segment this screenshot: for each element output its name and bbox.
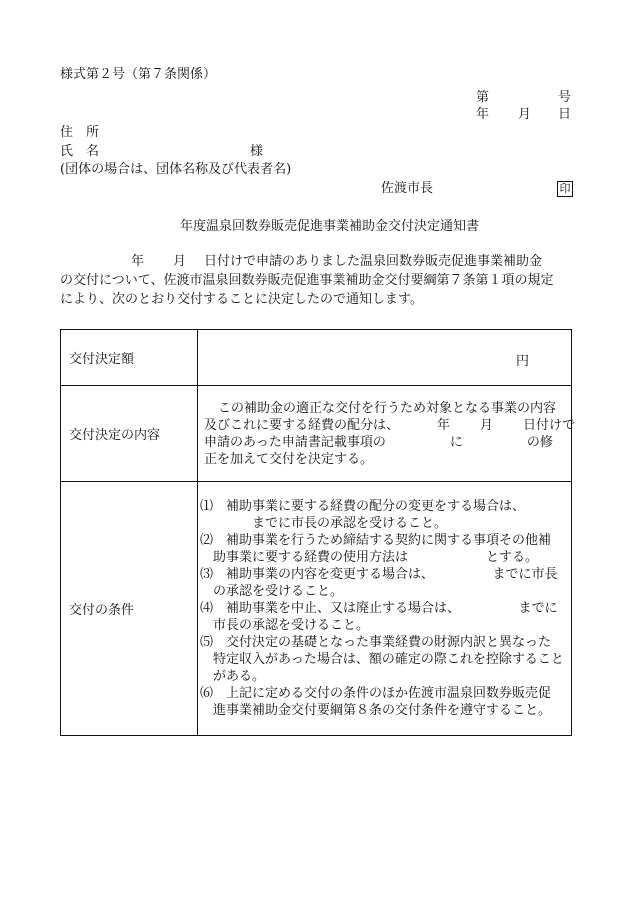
- condition-line: ⑴ 補助事業に要する経費の配分の変更をする場合は、: [200, 499, 526, 514]
- condition-line: までに市長の承認を受けること。: [200, 516, 448, 531]
- date-day: 日: [558, 107, 572, 122]
- amount-unit: 円: [516, 354, 530, 369]
- seal-mark: [555, 181, 573, 197]
- condition-line: がある。: [200, 669, 266, 684]
- honorific: 様: [250, 144, 264, 159]
- content-line-2: [204, 417, 576, 434]
- body-month: 月: [173, 254, 187, 269]
- condition-line: ⑶ 補助事業の内容を変更する場合は、 までに市長: [200, 567, 558, 582]
- conditions-label: 交付の条件: [61, 482, 198, 736]
- form-number: 様式第２号（第７条関係）: [60, 67, 217, 82]
- content-line-3a: 申請のあった申請書記載事項の: [204, 434, 386, 450]
- doc-number-suffix: 号: [558, 90, 572, 105]
- condition-line: 特定収入があった場合は、額の確定の際これを控除すること: [200, 652, 564, 667]
- body-line2: の交付について、佐渡市温泉回数券販売促進事業補助金交付要綱第７条第１項の規定: [60, 273, 554, 288]
- condition-line: の承認を受けること。: [200, 584, 344, 599]
- condition-line: ⑸ 交付決定の基礎となった事業経費の財源内訳と異なった: [200, 635, 552, 650]
- doc-number-prefix: 第: [476, 90, 490, 105]
- content-line-2b: 年: [437, 417, 451, 433]
- content-line-3b: に: [449, 434, 463, 450]
- condition-line: 進事業補助金交付要綱第８条の交付条件を遵守すること。: [200, 703, 552, 718]
- content-line-2c: 月: [480, 417, 494, 433]
- content-line-3: [204, 434, 571, 451]
- conditions-cell: [198, 482, 572, 736]
- issuer-name: 佐渡市長: [381, 181, 434, 196]
- condition-line: 助事業に要する経費の使用方法は とする。: [200, 550, 539, 565]
- amount-cell: [198, 330, 572, 386]
- organization-note: (団体の場合は、団体名称及び代表者名): [60, 162, 292, 177]
- date-year: 年: [476, 107, 490, 122]
- decision-table: [60, 329, 576, 736]
- content-line-2a: 及びこれに要する経費の配分は、: [204, 417, 400, 433]
- content-line-4: 正を加えて交付を決定する。: [204, 451, 374, 467]
- document-title: 年度温泉回数券販売促進事業補助金交付決定通知書: [180, 219, 480, 234]
- content-line-3c: の修: [526, 434, 553, 450]
- condition-line: ⑹ 上記に定める交付の条件のほか佐渡市温泉回数券販売促: [200, 686, 552, 701]
- condition-line: 市長の承認を受けること。: [200, 618, 370, 633]
- content-cell: [198, 386, 576, 482]
- table-row: [61, 386, 572, 482]
- address-label: 住 所: [60, 125, 100, 140]
- content-line-1: この補助金の適正な交付を行うため対象となる事業の内容: [218, 400, 557, 416]
- seal-icon: 印: [557, 181, 573, 197]
- name-label: 氏 名: [60, 144, 100, 159]
- date-month: 月: [518, 107, 532, 122]
- body-line1: 日付けで申請のありました温泉回数券販売促進事業補助金: [204, 254, 543, 269]
- condition-line: ⑵ 補助事業を行うため締結する契約に関する事項その他補: [200, 533, 552, 548]
- table-row: [61, 482, 572, 736]
- content-label: 交付決定の内容: [61, 386, 198, 482]
- amount-label: 交付決定額: [61, 330, 198, 386]
- table-row: [61, 330, 572, 386]
- content-line-2d: 日付けで: [523, 417, 576, 433]
- condition-line: ⑷ 補助事業を中止、又は廃止する場合は、 までに: [200, 601, 558, 616]
- body-year: 年: [131, 254, 145, 269]
- body-line3: により、次のとおり交付することに決定したので通知します。: [60, 292, 423, 307]
